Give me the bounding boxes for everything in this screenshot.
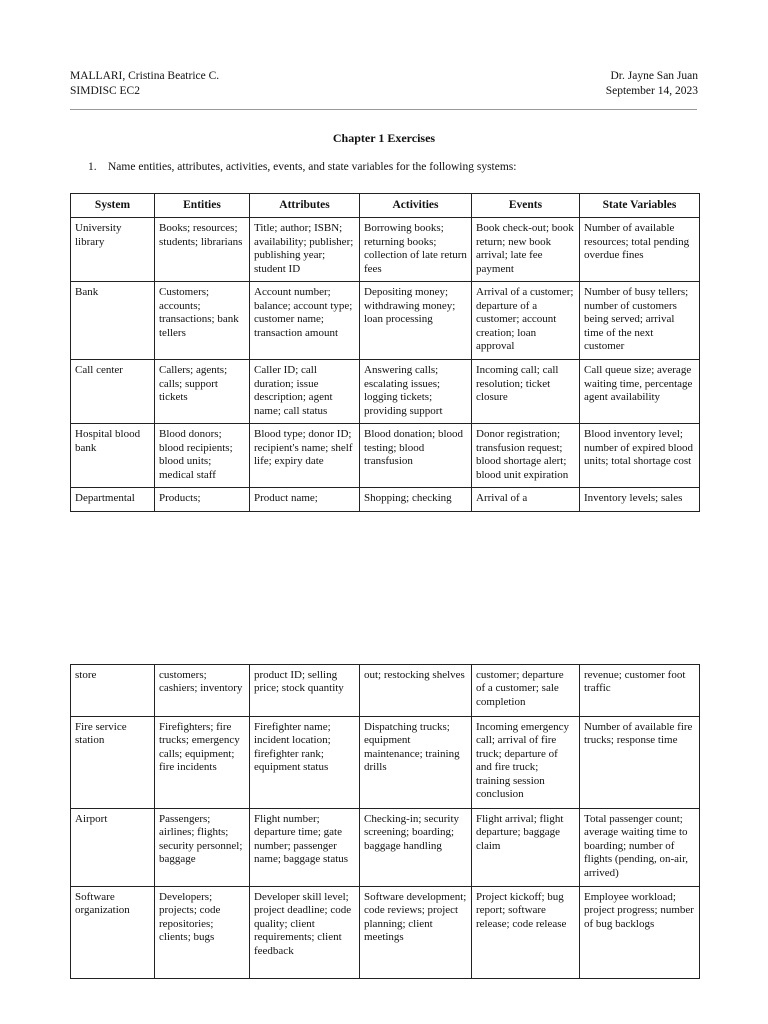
- column-header: Attributes: [250, 194, 360, 218]
- system-name-cell: University library: [71, 218, 155, 282]
- page-title: Chapter 1 Exercises: [332, 131, 436, 145]
- table-row: [71, 717, 700, 809]
- table-row: [71, 360, 700, 424]
- systems-table-part-1: [70, 193, 700, 512]
- table-cell: Inventory levels; sales: [580, 488, 700, 512]
- table-row: [71, 809, 700, 887]
- table-cell: Blood inventory level; number of expired blood units; total shortage cost: [580, 424, 700, 488]
- table-row: [71, 424, 700, 488]
- table-cell: Customers; accounts; transactions; bank tellers: [155, 282, 250, 360]
- column-header: Events: [472, 194, 580, 218]
- table-cell: Dispatching trucks; equipment maintenance; training drills: [360, 717, 472, 809]
- column-header: Activities: [360, 194, 472, 218]
- table-row: [71, 887, 700, 979]
- table-cell: out; restocking shelves: [360, 665, 472, 717]
- course-code: SIMDISC EC2: [70, 85, 140, 97]
- table-cell: Call queue size; average waiting time, percentage agent availability: [580, 360, 700, 424]
- table-cell: Books; resources; students; librarians: [155, 218, 250, 282]
- system-name-cell: Fire service station: [71, 717, 155, 809]
- table-row: [71, 488, 700, 512]
- table-cell: Product name;: [250, 488, 360, 512]
- table-cell: Blood type; donor ID; recipient's name; shelf life; expiry date: [250, 424, 360, 488]
- table-cell: Flight arrival; flight departure; baggage claim: [472, 809, 580, 887]
- table-cell: customer; departure of a customer; sale completion: [472, 665, 580, 717]
- table-cell: Number of available fire trucks; response time: [580, 717, 700, 809]
- table-cell: Developer skill level; project deadline; code quality; client requirements; client feedback: [250, 887, 360, 979]
- table-cell: customers; cashiers; inventory: [155, 665, 250, 717]
- table-cell: Number of available resources; total pending overdue fines: [580, 218, 700, 282]
- table-cell: Donor registration; transfusion request; blood shortage alert; blood unit expiration: [472, 424, 580, 488]
- system-name-cell: Departmental: [71, 488, 155, 512]
- system-name-cell: Hospital blood bank: [71, 424, 155, 488]
- table-row: [71, 282, 700, 360]
- table-cell: Flight number; departure time; gate number; passenger name; baggage status: [250, 809, 360, 887]
- table-cell: revenue; customer foot traffic: [580, 665, 700, 717]
- document-date: September 14, 2023: [605, 85, 698, 97]
- table-cell: Products;: [155, 488, 250, 512]
- table-cell: Arrival of a customer; departure of a customer; account creation; loan approval: [472, 282, 580, 360]
- systems-table-part-2: [70, 664, 700, 979]
- column-header: State Variables: [580, 194, 700, 218]
- system-name-cell: Airport: [71, 809, 155, 887]
- table-cell: Caller ID; call duration; issue description; agent name; call status: [250, 360, 360, 424]
- table-cell: Total passenger count; average waiting time to boarding; number of flights (pending, on-air, arrived): [580, 809, 700, 887]
- table-cell: Number of busy tellers; number of customers being served; arrival time of the next customer: [580, 282, 700, 360]
- table-cell: Developers; projects; code repositories; clients; bugs: [155, 887, 250, 979]
- system-name-cell: Software organization: [71, 887, 155, 979]
- table-cell: Software development; code reviews; project planning; client meetings: [360, 887, 472, 979]
- table-cell: Firefighters; fire trucks; emergency calls; equipment; fire incidents: [155, 717, 250, 809]
- system-name-cell: store: [71, 665, 155, 717]
- system-name-cell: Call center: [71, 360, 155, 424]
- table-header-row: [71, 194, 700, 218]
- table-row: [71, 218, 700, 282]
- header-divider: [70, 109, 697, 110]
- table-cell: Callers; agents; calls; support tickets: [155, 360, 250, 424]
- table-cell: Title; author; ISBN; availability; publisher; publishing year; student ID: [250, 218, 360, 282]
- question-1: [88, 161, 516, 173]
- table-cell: Employee workload; project progress; number of bug backlogs: [580, 887, 700, 979]
- instructor-name: Dr. Jayne San Juan: [610, 70, 698, 82]
- table-cell: Shopping; checking: [360, 488, 472, 512]
- table-cell: Arrival of a: [472, 488, 580, 512]
- table-cell: Passengers; airlines; flights; security personnel; baggage: [155, 809, 250, 887]
- table-cell: Checking-in; security screening; boarding; baggage handling: [360, 809, 472, 887]
- system-name-cell: Bank: [71, 282, 155, 360]
- table-cell: Book check-out; book return; new book arrival; late fee payment: [472, 218, 580, 282]
- table-cell: Depositing money; withdrawing money; loan processing: [360, 282, 472, 360]
- table-row: [71, 665, 700, 717]
- table-cell: Borrowing books; returning books; collection of late return fees: [360, 218, 472, 282]
- table-cell: Project kickoff; bug report; software release; code release: [472, 887, 580, 979]
- student-name: MALLARI, Cristina Beatrice C.: [70, 70, 220, 82]
- table-cell: Firefighter name; incident location; firefighter rank; equipment status: [250, 717, 360, 809]
- column-header: System: [71, 194, 155, 218]
- table-cell: Blood donors; blood recipients; blood units; medical staff: [155, 424, 250, 488]
- table-cell: Incoming emergency call; arrival of fire truck; departure of and fire truck; training session conclusion: [472, 717, 580, 809]
- table-cell: Answering calls; escalating issues; logging tickets; providing support: [360, 360, 472, 424]
- table-cell: product ID; selling price; stock quantity: [250, 665, 360, 717]
- column-header: Entities: [155, 194, 250, 218]
- question-text: Name entities, attributes, activities, events, and state variables for the following systems:: [108, 161, 517, 173]
- table-cell: Incoming call; call resolution; ticket closure: [472, 360, 580, 424]
- table-cell: Account number; balance; account type; customer name; transaction amount: [250, 282, 360, 360]
- table-cell: Blood donation; blood testing; blood transfusion: [360, 424, 472, 488]
- question-number: 1.: [88, 161, 97, 173]
